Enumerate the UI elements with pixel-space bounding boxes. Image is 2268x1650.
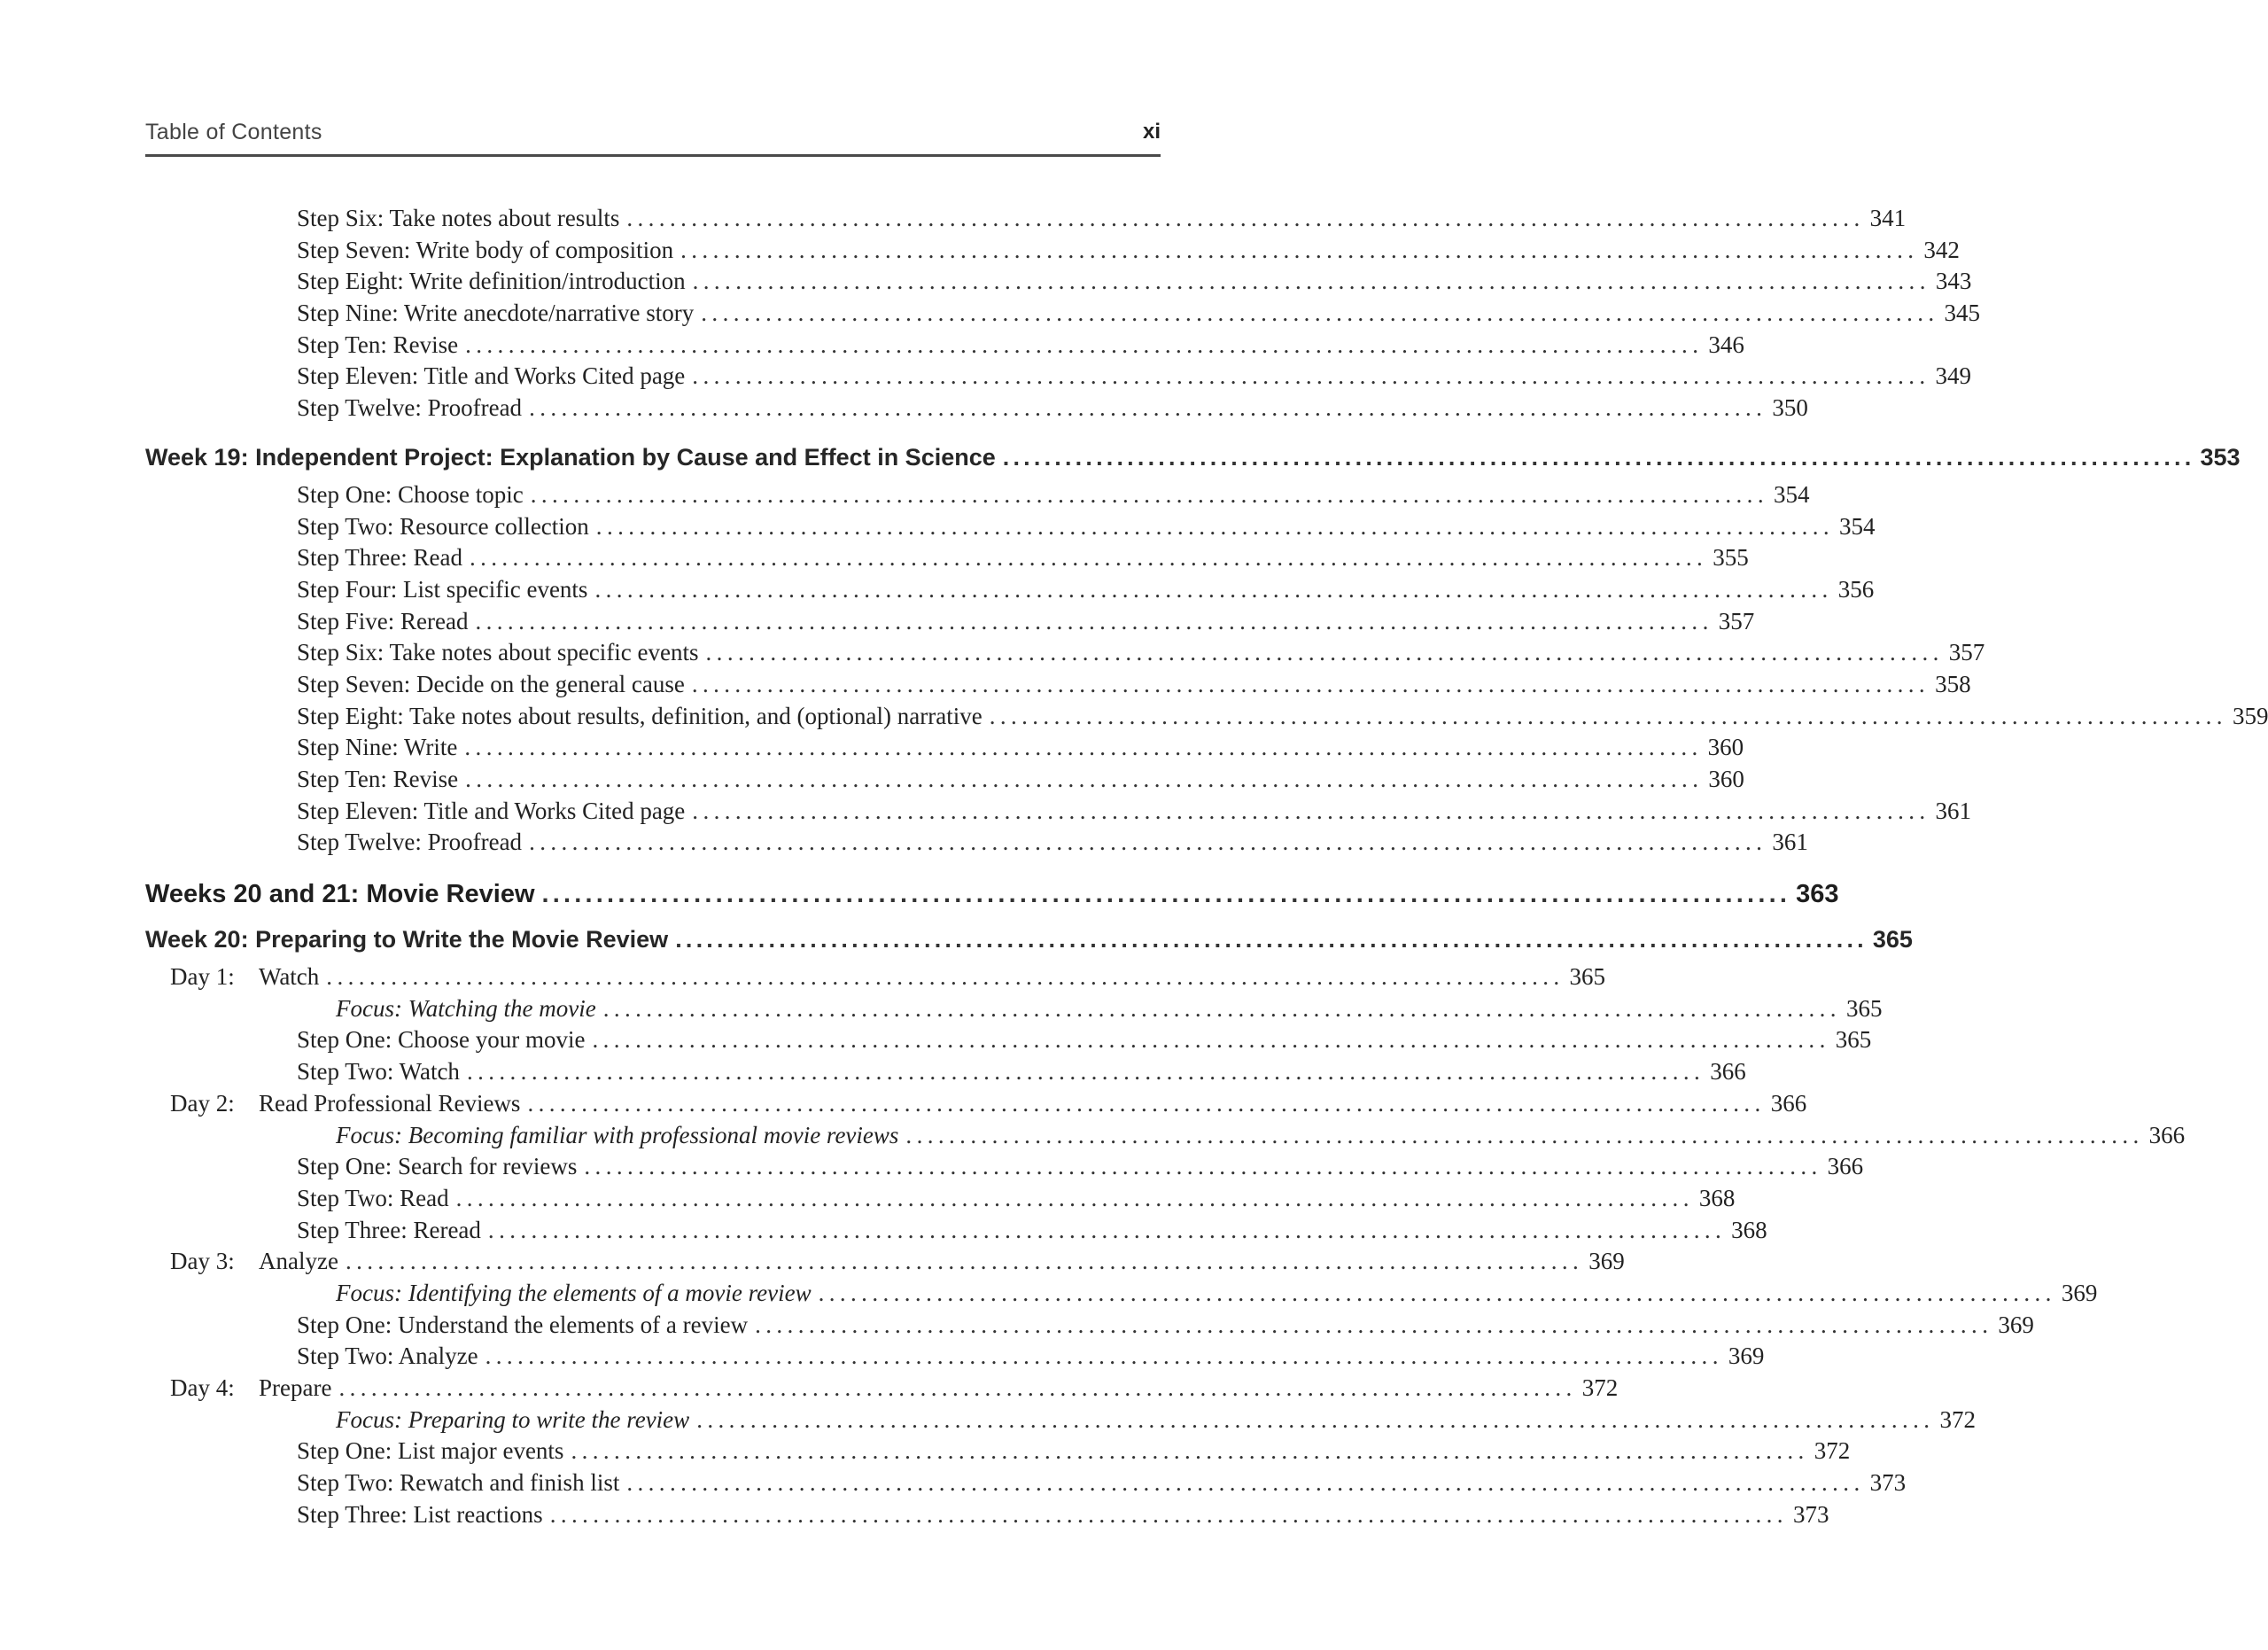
toc-day-label: Prepare <box>259 1374 332 1401</box>
toc-week-heading[interactable] <box>145 435 2241 479</box>
toc-entry[interactable] <box>145 701 2268 733</box>
toc-day-label: Analyze <box>259 1248 338 1275</box>
toc-day-label: Read Professional Reviews <box>259 1089 521 1117</box>
toc-day-page: 366 <box>1770 1089 1807 1117</box>
dot-leader: ................................................................................................................... <box>675 926 1868 953</box>
toc-entry[interactable] <box>145 266 1972 298</box>
dot-leader: ................................................................................................................... <box>485 1343 1723 1370</box>
toc-entry-page: 361 <box>1935 797 1972 824</box>
dot-leader: ................................................................................................................... <box>338 1374 1577 1401</box>
dot-leader: ................................................................................................................... <box>691 670 1930 697</box>
toc-entry-label: Focus: Watching the movie <box>336 994 596 1022</box>
toc-day-page: 372 <box>1581 1374 1619 1401</box>
toc-entry-page: 366 <box>1827 1153 1864 1180</box>
toc-entry-page: 343 <box>1935 268 1972 295</box>
toc-focus-entry[interactable] <box>145 1278 2098 1310</box>
toc-week-page: 365 <box>1872 926 1913 953</box>
header-page-number: xi <box>1142 120 1161 144</box>
dot-leader: ................................................................................................................... <box>549 1500 1788 1528</box>
toc-day-entry[interactable] <box>145 1373 1619 1405</box>
toc-week-page: 353 <box>2200 443 2241 471</box>
toc-entry[interactable] <box>145 479 1810 511</box>
dot-leader: ................................................................................................................... <box>464 734 1703 761</box>
dot-leader: ................................................................................................................... <box>755 1311 1993 1338</box>
dot-leader: ................................................................................................................... <box>455 1184 1694 1211</box>
toc-entry[interactable] <box>145 827 1808 859</box>
toc-day-label: Watch <box>259 963 320 991</box>
dot-leader: ................................................................................................................... <box>584 1153 1822 1180</box>
toc-entry[interactable] <box>145 542 1749 574</box>
toc-entry-page: 350 <box>1772 394 1808 422</box>
toc-day-page: 369 <box>1588 1248 1625 1275</box>
toc-entry-page: 360 <box>1707 734 1744 761</box>
toc-unit-page: 363 <box>1796 880 1839 909</box>
dot-leader: ................................................................................................................... <box>680 236 1919 263</box>
dot-leader: ................................................................................................................... <box>989 702 2227 729</box>
toc-entry-page: 369 <box>2061 1279 2098 1306</box>
toc-entry-label: Step Nine: Write <box>297 734 458 761</box>
toc-entry-page: 369 <box>1728 1343 1765 1370</box>
toc-focus-entry[interactable] <box>145 993 1883 1025</box>
toc-entry-page: 354 <box>1773 480 1810 508</box>
toc-entry[interactable] <box>145 203 1907 235</box>
toc-entry-page: 346 <box>1708 331 1744 358</box>
toc-entry[interactable] <box>145 669 1971 701</box>
dot-leader: ................................................................................................................... <box>1002 443 2195 471</box>
toc-entry-page: 359 <box>2232 702 2268 729</box>
toc-entry-label: Step Two: Watch <box>297 1058 460 1086</box>
toc-entry-page: 365 <box>1835 1026 1872 1054</box>
toc-focus-entry[interactable] <box>145 1120 2186 1152</box>
toc-entry[interactable] <box>145 1341 1765 1373</box>
toc-entry-label: Step Eight: Take notes about results, definition, and (optional) narrative <box>297 702 983 729</box>
dot-leader: ................................................................................................................... <box>345 1248 1584 1275</box>
toc-entry[interactable] <box>145 732 1744 764</box>
toc-entry-page: 357 <box>1948 639 1985 666</box>
toc-entry[interactable] <box>145 1467 1907 1499</box>
toc-entry[interactable] <box>145 1499 1829 1531</box>
toc-entry-page: 358 <box>1935 670 1971 697</box>
toc-focus-entry[interactable] <box>145 1405 1976 1436</box>
table-of-contents <box>145 203 2268 1530</box>
toc-entry[interactable] <box>145 574 1875 606</box>
toc-entry-page: 345 <box>1944 300 1981 327</box>
toc-entry[interactable] <box>145 393 1808 424</box>
toc-unit-heading[interactable] <box>145 871 1839 917</box>
toc-entry-page: 357 <box>1718 607 1755 634</box>
running-header <box>145 117 1161 157</box>
toc-entry-page: 369 <box>1998 1311 2034 1338</box>
toc-day-number: Day 3: <box>170 1248 235 1275</box>
toc-entry-label: Step One: Search for reviews <box>297 1153 578 1180</box>
toc-entry-page: 341 <box>1869 205 1907 231</box>
toc-entry-page: 365 <box>1845 994 1883 1022</box>
toc-entry-page: 342 <box>1923 236 1960 263</box>
dot-leader: ................................................................................................................... <box>529 394 1767 422</box>
dot-leader: ................................................................................................................... <box>692 362 1930 390</box>
dot-leader: ................................................................................................................... <box>527 1089 1766 1117</box>
toc-entry[interactable] <box>145 1024 1872 1056</box>
toc-entry-page: 373 <box>1792 1500 1829 1528</box>
toc-entry-label: Step Two: Rewatch and finish list <box>297 1469 620 1497</box>
toc-entry[interactable] <box>145 330 1744 362</box>
toc-entry[interactable] <box>145 511 1876 543</box>
dot-leader: ................................................................................................................... <box>701 300 1939 327</box>
toc-entry[interactable] <box>145 1310 2034 1342</box>
toc-entry-label: Step Six: Take notes about specific events <box>297 639 699 666</box>
dot-leader: ................................................................................................................... <box>541 880 1791 909</box>
dot-leader: ................................................................................................................... <box>705 639 1944 666</box>
dot-leader: ................................................................................................................... <box>592 1026 1830 1054</box>
toc-entry[interactable] <box>145 361 1972 393</box>
toc-entry-label: Step Four: List specific events <box>297 575 588 603</box>
toc-entry-page: 355 <box>1713 544 1749 572</box>
dot-leader: ................................................................................................................... <box>475 607 1713 634</box>
toc-entry-label: Step Three: Read <box>297 544 462 572</box>
toc-day-entry[interactable] <box>145 961 1606 993</box>
toc-week-label: Week 20: Preparing to Write the Movie Review <box>145 926 669 953</box>
dot-leader: ................................................................................................................... <box>692 268 1930 295</box>
toc-entry[interactable] <box>145 235 1960 267</box>
toc-entry-label: Step Eight: Write definition/introduction <box>297 268 686 295</box>
toc-entry[interactable] <box>145 796 1972 828</box>
toc-day-entry[interactable] <box>145 1088 1807 1120</box>
dot-leader: ................................................................................................................... <box>530 480 1768 508</box>
toc-entry-label: Focus: Preparing to write the review <box>336 1405 690 1433</box>
toc-day-number: Day 1: <box>170 963 235 991</box>
dot-leader: ................................................................................................................... <box>626 1469 1865 1497</box>
toc-entry-label: Focus: Becoming familiar with professional movie reviews <box>336 1121 899 1148</box>
dot-leader: ................................................................................................................... <box>466 1058 1705 1086</box>
toc-entry-label: Step Ten: Revise <box>297 331 459 358</box>
toc-entry-page: 368 <box>1698 1184 1736 1211</box>
toc-entry-label: Step Five: Reread <box>297 607 469 634</box>
dot-leader: ................................................................................................................... <box>571 1437 1809 1465</box>
toc-entry-label: Step One: Choose your movie <box>297 1026 586 1054</box>
dot-leader: ................................................................................................................... <box>487 1216 1727 1243</box>
toc-entry-label: Step Seven: Write body of composition <box>297 236 674 263</box>
toc-entry-page: 372 <box>1939 1405 1976 1433</box>
dot-leader: ................................................................................................................... <box>818 1279 2056 1306</box>
dot-leader: ................................................................................................................... <box>469 544 1708 572</box>
dot-leader: ................................................................................................................... <box>692 797 1930 824</box>
toc-entry-label: Step Two: Read <box>297 1184 449 1211</box>
toc-entry-page: 366 <box>1710 1058 1746 1086</box>
toc-entry-label: Step Nine: Write anecdote/narrative story <box>297 300 695 327</box>
toc-week-heading[interactable] <box>145 917 1913 961</box>
toc-entry-label: Step Twelve: Proofread <box>297 829 523 856</box>
toc-entry-page: 349 <box>1935 362 1972 390</box>
toc-entry-label: Step One: Understand the elements of a review <box>297 1311 749 1338</box>
toc-entry-label: Step Two: Analyze <box>297 1343 478 1370</box>
dot-leader: ................................................................................................................... <box>595 512 1835 540</box>
toc-entry-label: Step Twelve: Proofread <box>297 394 523 422</box>
toc-entry-page: 360 <box>1708 766 1744 792</box>
toc-day-number: Day 4: <box>170 1374 235 1401</box>
toc-entry-page: 361 <box>1772 829 1808 856</box>
toc-entry-page: 356 <box>1837 575 1875 603</box>
toc-entry-page: 366 <box>2148 1121 2186 1148</box>
toc-entry-label: Step Three: Reread <box>297 1216 481 1243</box>
toc-entry-label: Step Seven: Decide on the general cause <box>297 670 685 697</box>
dot-leader: ................................................................................................................... <box>594 575 1833 603</box>
toc-day-number: Day 2: <box>170 1089 235 1117</box>
dot-leader: ................................................................................................................... <box>602 994 1841 1022</box>
dot-leader: ................................................................................................................... <box>465 766 1704 792</box>
toc-entry-label: Focus: Identifying the elements of a movie review <box>336 1279 812 1306</box>
toc-day-page: 365 <box>1569 963 1606 991</box>
dot-leader: ................................................................................................................... <box>905 1121 2144 1148</box>
toc-entry-page: 372 <box>1814 1437 1851 1465</box>
toc-entry-label: Step One: List major events <box>297 1437 564 1465</box>
toc-entry-label: Step One: Choose topic <box>297 480 524 508</box>
toc-entry-label: Step Eleven: Title and Works Cited page <box>297 362 686 390</box>
toc-entry[interactable] <box>145 764 1744 796</box>
toc-entry-label: Step Eleven: Title and Works Cited page <box>297 797 686 824</box>
dot-leader: ................................................................................................................... <box>529 829 1767 856</box>
toc-unit-label: Weeks 20 and 21: Movie Review <box>145 880 535 909</box>
toc-entry[interactable] <box>145 1215 1767 1247</box>
toc-entry-page: 373 <box>1869 1469 1907 1497</box>
dot-leader: ................................................................................................................... <box>465 331 1704 358</box>
toc-entry[interactable] <box>145 1183 1736 1215</box>
toc-entry-page: 354 <box>1839 512 1876 540</box>
header-title: Table of Contents <box>145 120 322 144</box>
dot-leader: ................................................................................................................... <box>626 205 1865 231</box>
toc-entry-label: Step Three: List reactions <box>297 1500 543 1528</box>
dot-leader: ................................................................................................................... <box>326 963 1565 991</box>
toc-week-label: Week 19: Independent Project: Explanation by Cause and Effect in Science <box>145 443 996 471</box>
toc-entry[interactable] <box>145 606 1755 638</box>
dot-leader: ................................................................................................................... <box>696 1405 1935 1433</box>
toc-entry-page: 368 <box>1731 1216 1767 1243</box>
toc-entry-label: Step Two: Resource collection <box>297 512 589 540</box>
toc-entry-label: Step Ten: Revise <box>297 766 459 792</box>
toc-entry[interactable] <box>145 1056 1746 1088</box>
toc-entry[interactable] <box>145 1436 1851 1467</box>
toc-entry-label: Step Six: Take notes about results <box>297 205 620 231</box>
toc-entry[interactable] <box>145 298 1981 330</box>
toc-day-entry[interactable] <box>145 1246 1625 1278</box>
toc-entry[interactable] <box>145 1151 1864 1183</box>
toc-entry[interactable] <box>145 637 1985 669</box>
